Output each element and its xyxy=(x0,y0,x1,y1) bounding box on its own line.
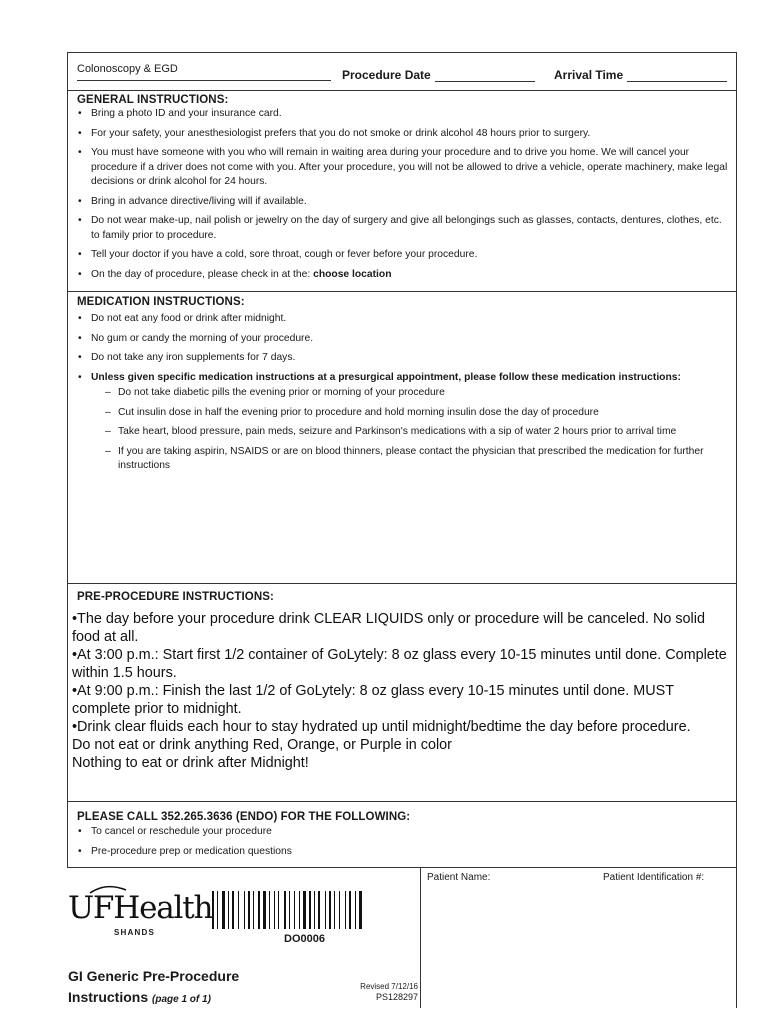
checkin-location-field[interactable]: choose location xyxy=(313,268,392,280)
sub-list-item: – Do not take diabetic pills the evening prior or morning of your procedure xyxy=(91,386,728,401)
ufhealth-logo xyxy=(68,884,213,944)
pre-procedure-section xyxy=(68,584,736,802)
general-instructions-list xyxy=(77,107,728,287)
medication-sub-list xyxy=(91,386,728,474)
list-item: • You must have someone with you who will remain in waiting area during your procedure and to drive you home. We will cancel your procedure if a driver does not come with you. After your procedure, you will not be allowed to drive a vehicle, operate machinery, make legal decisions or drink alcohol for 24 hours. xyxy=(77,146,728,190)
revision-info xyxy=(352,981,418,1003)
list-item: • Bring a photo ID and your insurance card. xyxy=(77,107,728,122)
logo-subtitle: SHANDS xyxy=(114,928,155,937)
please-call-list xyxy=(77,825,728,864)
please-call-title: PLEASE CALL 352.265.3636 (ENDO) FOR THE FOLLOWING: xyxy=(77,811,411,823)
document-title-line2: Instructions xyxy=(68,989,149,1005)
list-item: • Do not eat any food or drink after midnight. xyxy=(77,312,728,327)
please-call-section xyxy=(68,802,736,869)
procedure-date-line[interactable] xyxy=(435,70,535,82)
arrival-time-line[interactable] xyxy=(627,70,727,82)
barcode-label: DO0006 xyxy=(284,933,325,945)
header-row xyxy=(68,53,736,91)
list-item: • To cancel or reschedule your procedure xyxy=(77,825,728,840)
medication-instructions-section xyxy=(68,292,736,584)
general-instructions-title: GENERAL INSTRUCTIONS: xyxy=(77,94,229,106)
revised-date: Revised 7/12/16 xyxy=(360,982,418,991)
list-item: • Do not wear make-up, nail polish or jewelry on the day of surgery and give all belongings such as glasses, contacts, dentures, clothes, etc. to family prior to procedure. xyxy=(77,214,728,243)
pre-procedure-line: Do not eat or drink anything Red, Orange, or Purple in color xyxy=(72,737,452,753)
instruction-form xyxy=(67,52,737,868)
list-item: • Do not take any iron supplements for 7 days. xyxy=(77,351,728,366)
document-title xyxy=(68,966,239,1010)
list-item: • Tell your doctor if you have a cold, sore throat, cough or fever before your procedure. xyxy=(77,248,728,263)
procedure-date-label: Procedure Date xyxy=(342,68,431,82)
medication-instructions-list xyxy=(77,312,728,479)
arrival-time-label: Arrival Time xyxy=(554,68,624,82)
checkin-text: On the day of procedure, please check in at the: xyxy=(91,268,311,280)
logo-name: UFHealth xyxy=(68,890,213,926)
pre-procedure-line: Nothing to eat or drink after Midnight! xyxy=(72,755,309,771)
pre-procedure-line: •Drink clear fluids each hour to stay hydrated up until midnight/bedtime the day before procedure. xyxy=(72,719,691,735)
list-item: • Bring in advance directive/living will if available. xyxy=(77,195,728,210)
document-title-line1: GI Generic Pre-Procedure xyxy=(68,968,240,984)
pre-procedure-line: •The day before your procedure drink CLEAR LIQUIDS only or procedure will be canceled. No solid food at all. xyxy=(72,611,705,645)
sub-list-item: – If you are taking aspirin, NSAIDS or are on blood thinners, please contact the physician that prescribed the medication for further instructions xyxy=(91,445,728,474)
specific-medication-intro: Unless given specific medication instructions at a presurgical appointment, please follow these medication instructions: xyxy=(91,371,681,383)
pre-procedure-line: •At 3:00 p.m.: Start first 1/2 container of GoLytely: 8 oz glass every 10-15 minutes until done. Complete within 1.5 hours. xyxy=(72,647,727,681)
general-instructions-section xyxy=(68,91,736,292)
patient-name-field[interactable]: Patient Name: xyxy=(427,872,491,883)
pre-procedure-line: •At 9:00 p.m.: Finish the last 1/2 of GoLytely: 8 oz glass every 10-15 minutes until done. MUST complete prior to midnight. xyxy=(72,683,674,717)
sub-list-item: – Take heart, blood pressure, pain meds, seizure and Parkinson's medications with a sip of water 2 hours prior to arrival time xyxy=(91,425,728,440)
pre-procedure-title: PRE-PROCEDURE INSTRUCTIONS: xyxy=(77,591,274,603)
patient-info-box xyxy=(420,868,737,1008)
barcode xyxy=(212,891,398,929)
arrival-time-field[interactable] xyxy=(554,68,727,82)
page-note: (page 1 of 1) xyxy=(152,994,211,1005)
procedure-date-field[interactable] xyxy=(342,68,535,82)
form-number: PS128297 xyxy=(375,992,418,1002)
patient-id-field[interactable]: Patient Identification #: xyxy=(603,872,705,883)
medication-instructions-title: MEDICATION INSTRUCTIONS: xyxy=(77,296,245,308)
list-item: • Pre-procedure prep or medication questions xyxy=(77,845,728,860)
sub-list-item: – Cut insulin dose in half the evening prior to procedure and hold morning insulin dose the day of procedure xyxy=(91,406,728,421)
list-item: • For your safety, your anesthesiologist prefers that you do not smoke or drink alcohol 48 hours prior to surgery. xyxy=(77,127,728,142)
list-item xyxy=(77,371,728,474)
list-item xyxy=(77,268,728,283)
list-item: • No gum or candy the morning of your procedure. xyxy=(77,332,728,347)
procedure-type-field[interactable]: Colonoscopy & EGD xyxy=(77,63,331,81)
pre-procedure-text[interactable] xyxy=(72,610,730,772)
